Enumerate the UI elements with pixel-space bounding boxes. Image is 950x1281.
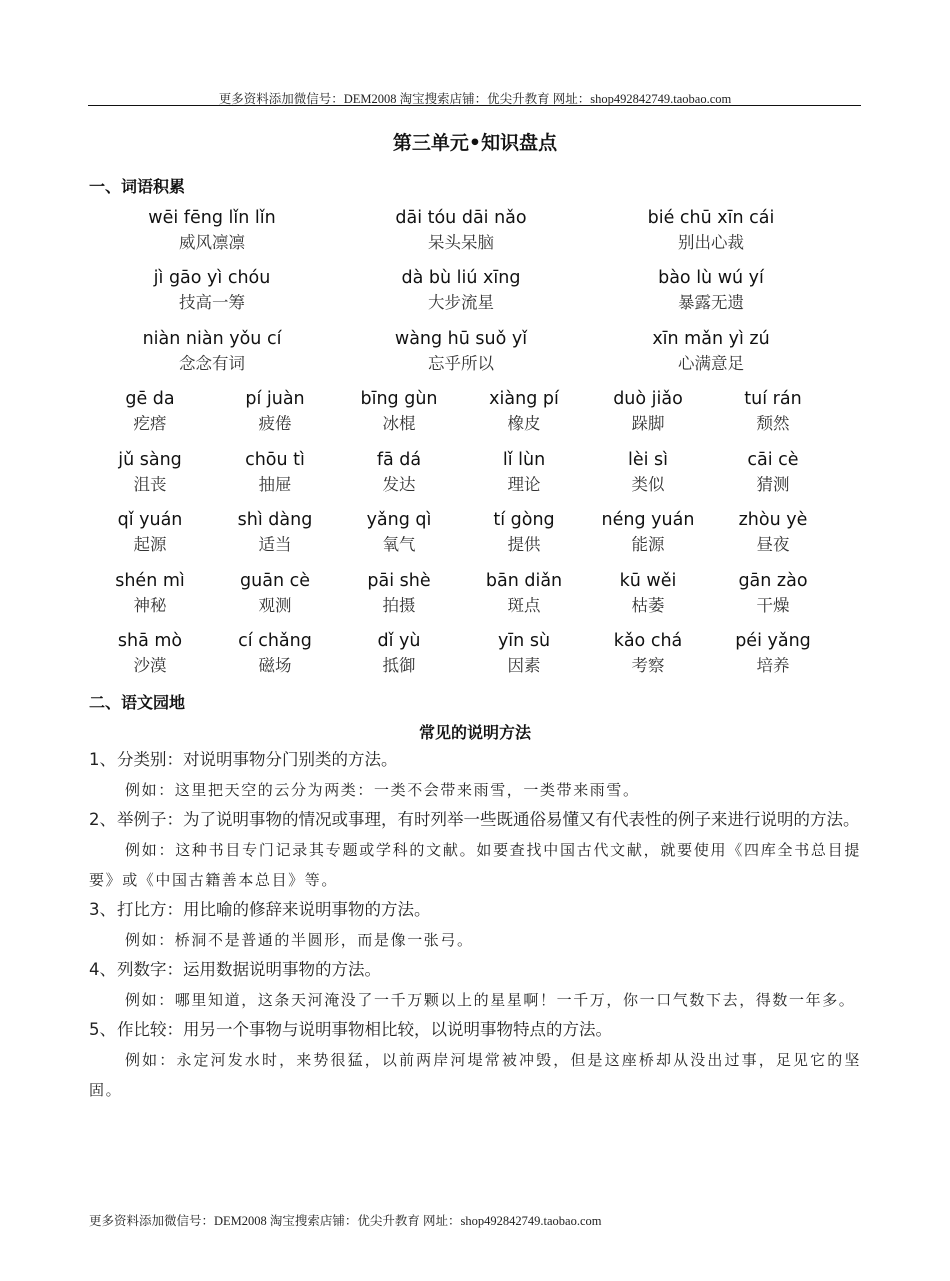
hanzi: 适当 [258,535,292,554]
method-description: 打比方：用比喻的修辞来说明事物的方法。 [117,900,431,919]
vocab-item [464,629,584,679]
vocab-item [215,508,335,558]
vocab-item [601,266,821,316]
pinyin: xiàng pí [489,389,559,409]
pinyin: shì dàng [237,510,313,530]
method-number: 1、 [89,750,116,769]
vocab-item [90,387,210,437]
pinyin: fā dá [376,450,422,470]
pinyin: gān zào [738,571,808,591]
pinyin: néng yuán [601,510,695,530]
hanzi: 氧气 [382,535,416,554]
pinyin: zhòu yè [738,510,808,530]
vocab-item [339,569,459,619]
hanzi: 念念有词 [179,354,245,373]
hanzi: 斑点 [507,596,541,615]
vocab-item [588,629,708,679]
pinyin: pí juàn [245,389,305,409]
pinyin: bīng gùn [360,389,438,409]
vocab-item [339,448,459,498]
pinyin: bān diǎn [485,571,563,591]
vocab-item [339,387,459,437]
vocab-item [588,448,708,498]
pinyin: guān cè [240,571,310,591]
hanzi: 心满意足 [678,354,744,373]
pinyin: kǎo chá [613,631,683,651]
vocab-item [339,508,459,558]
hanzi: 跺脚 [631,414,665,433]
method-description: 举例子：为了说明事物的情况或事理，有时列举一些既通俗易懂又有代表性的例子来进行说明的方法。 [117,810,860,829]
vocab-item [464,569,584,619]
hanzi: 起源 [133,535,167,554]
hanzi: 抽屉 [258,475,292,494]
pinyin: kū wěi [619,571,677,591]
hanzi: 因素 [507,656,541,675]
pinyin: chōu tì [245,450,305,470]
method-description: 分类别：对说明事物分门别类的方法。 [117,750,398,769]
page-header: 更多资料添加微信号：DEM2008 淘宝搜索店铺：优尖升教育 网址：shop492842749.taobao.com [218,92,732,106]
vocab-item [215,448,335,498]
method-example: 例如：哪里知道，这条天河淹没了一千万颗以上的星星啊！一千万，你一口气数下去，得数一年多。 [125,991,856,1009]
pinyin: wēi fēng lǐn lǐn [148,208,276,228]
method-item [89,895,861,955]
vocab-item [464,387,584,437]
vocab-item [351,206,571,256]
method-item [89,1015,861,1105]
pinyin: pāi shè [367,571,431,591]
pinyin: shā mò [117,631,183,651]
hanzi: 别出心裁 [678,233,744,252]
pinyin: shén mì [115,571,185,591]
vocab-item [351,327,571,377]
pinyin: dà bù liú xīng [401,268,521,288]
vocab-item [351,266,571,316]
method-description: 列数字：运用数据说明事物的方法。 [117,960,381,979]
vocab-item [90,629,210,679]
hanzi: 干燥 [756,596,790,615]
vocab-item [102,206,322,256]
hanzi: 橡皮 [507,414,541,433]
hanzi: 理论 [507,475,541,494]
hanzi: 冰棍 [382,414,416,433]
pinyin: duò jiǎo [613,389,683,409]
pinyin: bào lù wú yí [658,268,764,288]
hanzi: 类似 [631,475,665,494]
pinyin: cí chǎng [238,631,312,651]
header-divider [88,105,861,106]
section-heading-vocabulary: 一、词语积累 [89,177,186,196]
method-number: 5、 [89,1020,116,1039]
vocab-item [601,206,821,256]
hanzi: 猜测 [756,475,790,494]
methods-list [89,745,861,1105]
hanzi: 暴露无遗 [678,293,744,312]
vocab-item [588,387,708,437]
vocab-item [713,387,833,437]
method-number: 4、 [89,960,116,979]
hanzi: 呆头呆脑 [428,233,494,252]
pinyin: yǎng qì [366,510,432,530]
pinyin: lǐ lùn [502,450,546,470]
hanzi: 大步流星 [428,293,494,312]
vocab-item [102,327,322,377]
vocab-item [215,569,335,619]
pinyin: yīn sù [497,631,551,651]
hanzi: 疙瘩 [133,414,167,433]
method-example: 例如：桥洞不是普通的半圆形，而是像一张弓。 [125,931,474,949]
pinyin: jì gāo yì chóu [153,268,271,288]
hanzi: 疲倦 [258,414,292,433]
vocab-item [90,569,210,619]
method-item [89,805,861,895]
pinyin: gē da [125,389,175,409]
pinyin: cāi cè [747,450,799,470]
pinyin: bié chū xīn cái [647,208,775,228]
vocab-item [713,569,833,619]
vocab-item [588,569,708,619]
vocab-item [102,266,322,316]
method-number: 3、 [89,900,116,919]
page-title: 第三单元•知识盘点 [392,132,558,154]
vocab-item [90,508,210,558]
method-description: 作比较：用另一个事物与说明事物相比较，以说明事物特点的方法。 [117,1020,612,1039]
vocab-item [601,327,821,377]
methods-title: 常见的说明方法 [418,723,531,742]
vocab-item [713,448,833,498]
pinyin: péi yǎng [735,631,811,651]
pinyin: qǐ yuán [117,510,183,530]
vocab-item [588,508,708,558]
hanzi: 沙漠 [133,656,167,675]
hanzi: 提供 [507,535,541,554]
hanzi: 沮丧 [133,475,167,494]
vocab-item [215,629,335,679]
hanzi: 神秘 [133,596,167,615]
method-item [89,955,861,1015]
method-number: 2、 [89,810,116,829]
page-footer: 更多资料添加微信号：DEM2008 淘宝搜索店铺：优尖升教育 网址：shop492842749.taobao.com [89,1214,602,1228]
method-item [89,745,861,805]
hanzi: 发达 [382,475,416,494]
hanzi: 技高一筹 [179,293,245,312]
pinyin: wàng hū suǒ yǐ [394,329,528,349]
hanzi: 枯萎 [631,596,665,615]
hanzi: 磁场 [258,656,292,675]
vocab-item [339,629,459,679]
hanzi: 能源 [631,535,665,554]
method-example: 例如：永定河发水时，来势很猛，以前两岸河堤常被冲毁，但是这座桥却从没出过事，足见它的坚固。 [89,1051,861,1099]
hanzi: 抵御 [382,656,416,675]
pinyin: tí gòng [493,510,555,530]
pinyin: jǔ sàng [118,450,182,470]
vocab-item [464,508,584,558]
hanzi: 考察 [631,656,665,675]
pinyin: lèi sì [627,450,669,470]
vocab-item [464,448,584,498]
hanzi: 威风凛凛 [179,233,245,252]
hanzi: 观测 [258,596,292,615]
pinyin: dāi tóu dāi nǎo [395,208,527,228]
vocab-item [713,508,833,558]
pinyin: xīn mǎn yì zú [652,329,770,349]
vocab-item [215,387,335,437]
hanzi: 昼夜 [756,535,790,554]
pinyin: tuí rán [744,389,802,409]
pinyin: dǐ yù [377,631,421,651]
hanzi: 拍摄 [382,596,416,615]
hanzi: 培养 [756,656,790,675]
vocab-item [713,629,833,679]
pinyin: niàn niàn yǒu cí [142,329,282,349]
hanzi: 颓然 [756,414,790,433]
method-example: 例如：这种书目专门记录其专题或学科的文献。如要查找中国古代文献，就要使用《四库全书总目提要》或《中国古籍善本总目》等。 [89,841,861,889]
hanzi: 忘乎所以 [428,354,494,373]
method-example: 例如：这里把天空的云分为两类：一类不会带来雨雪，一类带来雨雪。 [125,781,640,799]
section-heading-language-garden: 二、语文园地 [89,693,186,712]
vocab-item [90,448,210,498]
